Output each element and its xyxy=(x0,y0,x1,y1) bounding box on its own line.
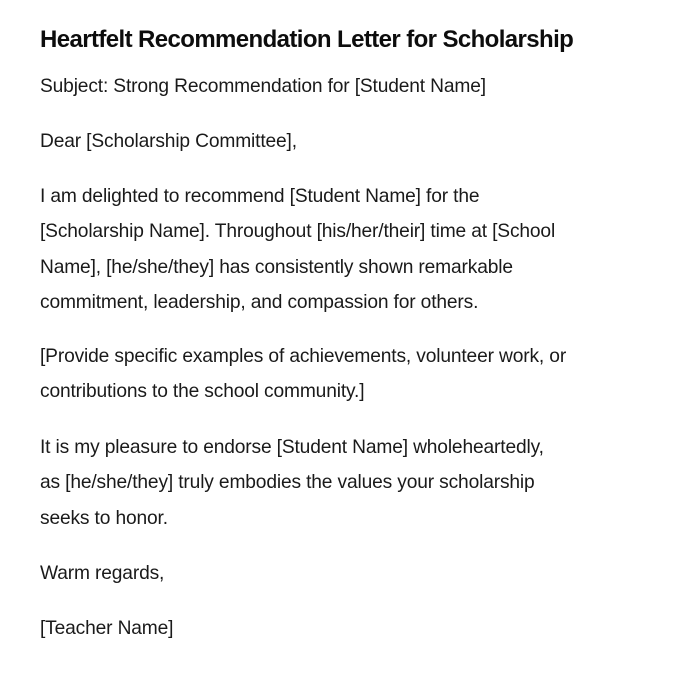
body-paragraph-intro xyxy=(40,179,670,320)
text-line: I am delighted to recommend [Student Name] for the xyxy=(40,186,480,207)
body-paragraph-endorsement xyxy=(40,430,670,536)
text-line: seeks to honor. xyxy=(40,507,168,529)
text-line: commitment, leadership, and compassion for others. xyxy=(40,291,479,313)
text-line: [Provide specific examples of achievements, volunteer work, or xyxy=(40,346,567,367)
text-line: [Scholarship Name]. Throughout [his/her/their] time at [School xyxy=(40,221,556,243)
text-line: Name], [he/she/they] has consistently shown remarkable xyxy=(40,256,513,278)
text-line: as [he/she/they] truly embodies the values your scholarship xyxy=(40,472,535,494)
salutation: Dear [Scholarship Committee], xyxy=(40,131,297,152)
subject-line: Subject: Strong Recommendation for [Student Name] xyxy=(40,76,486,97)
body-paragraph-examples xyxy=(40,339,670,410)
signature: [Teacher Name] xyxy=(40,618,174,639)
text-line: contributions to the school community.] xyxy=(40,381,365,403)
text-line: It is my pleasure to endorse [Student Name] wholeheartedly, xyxy=(40,437,544,458)
document-title: Heartfelt Recommendation Letter for Scholarship xyxy=(40,26,574,53)
closing: Warm regards, xyxy=(40,563,165,584)
